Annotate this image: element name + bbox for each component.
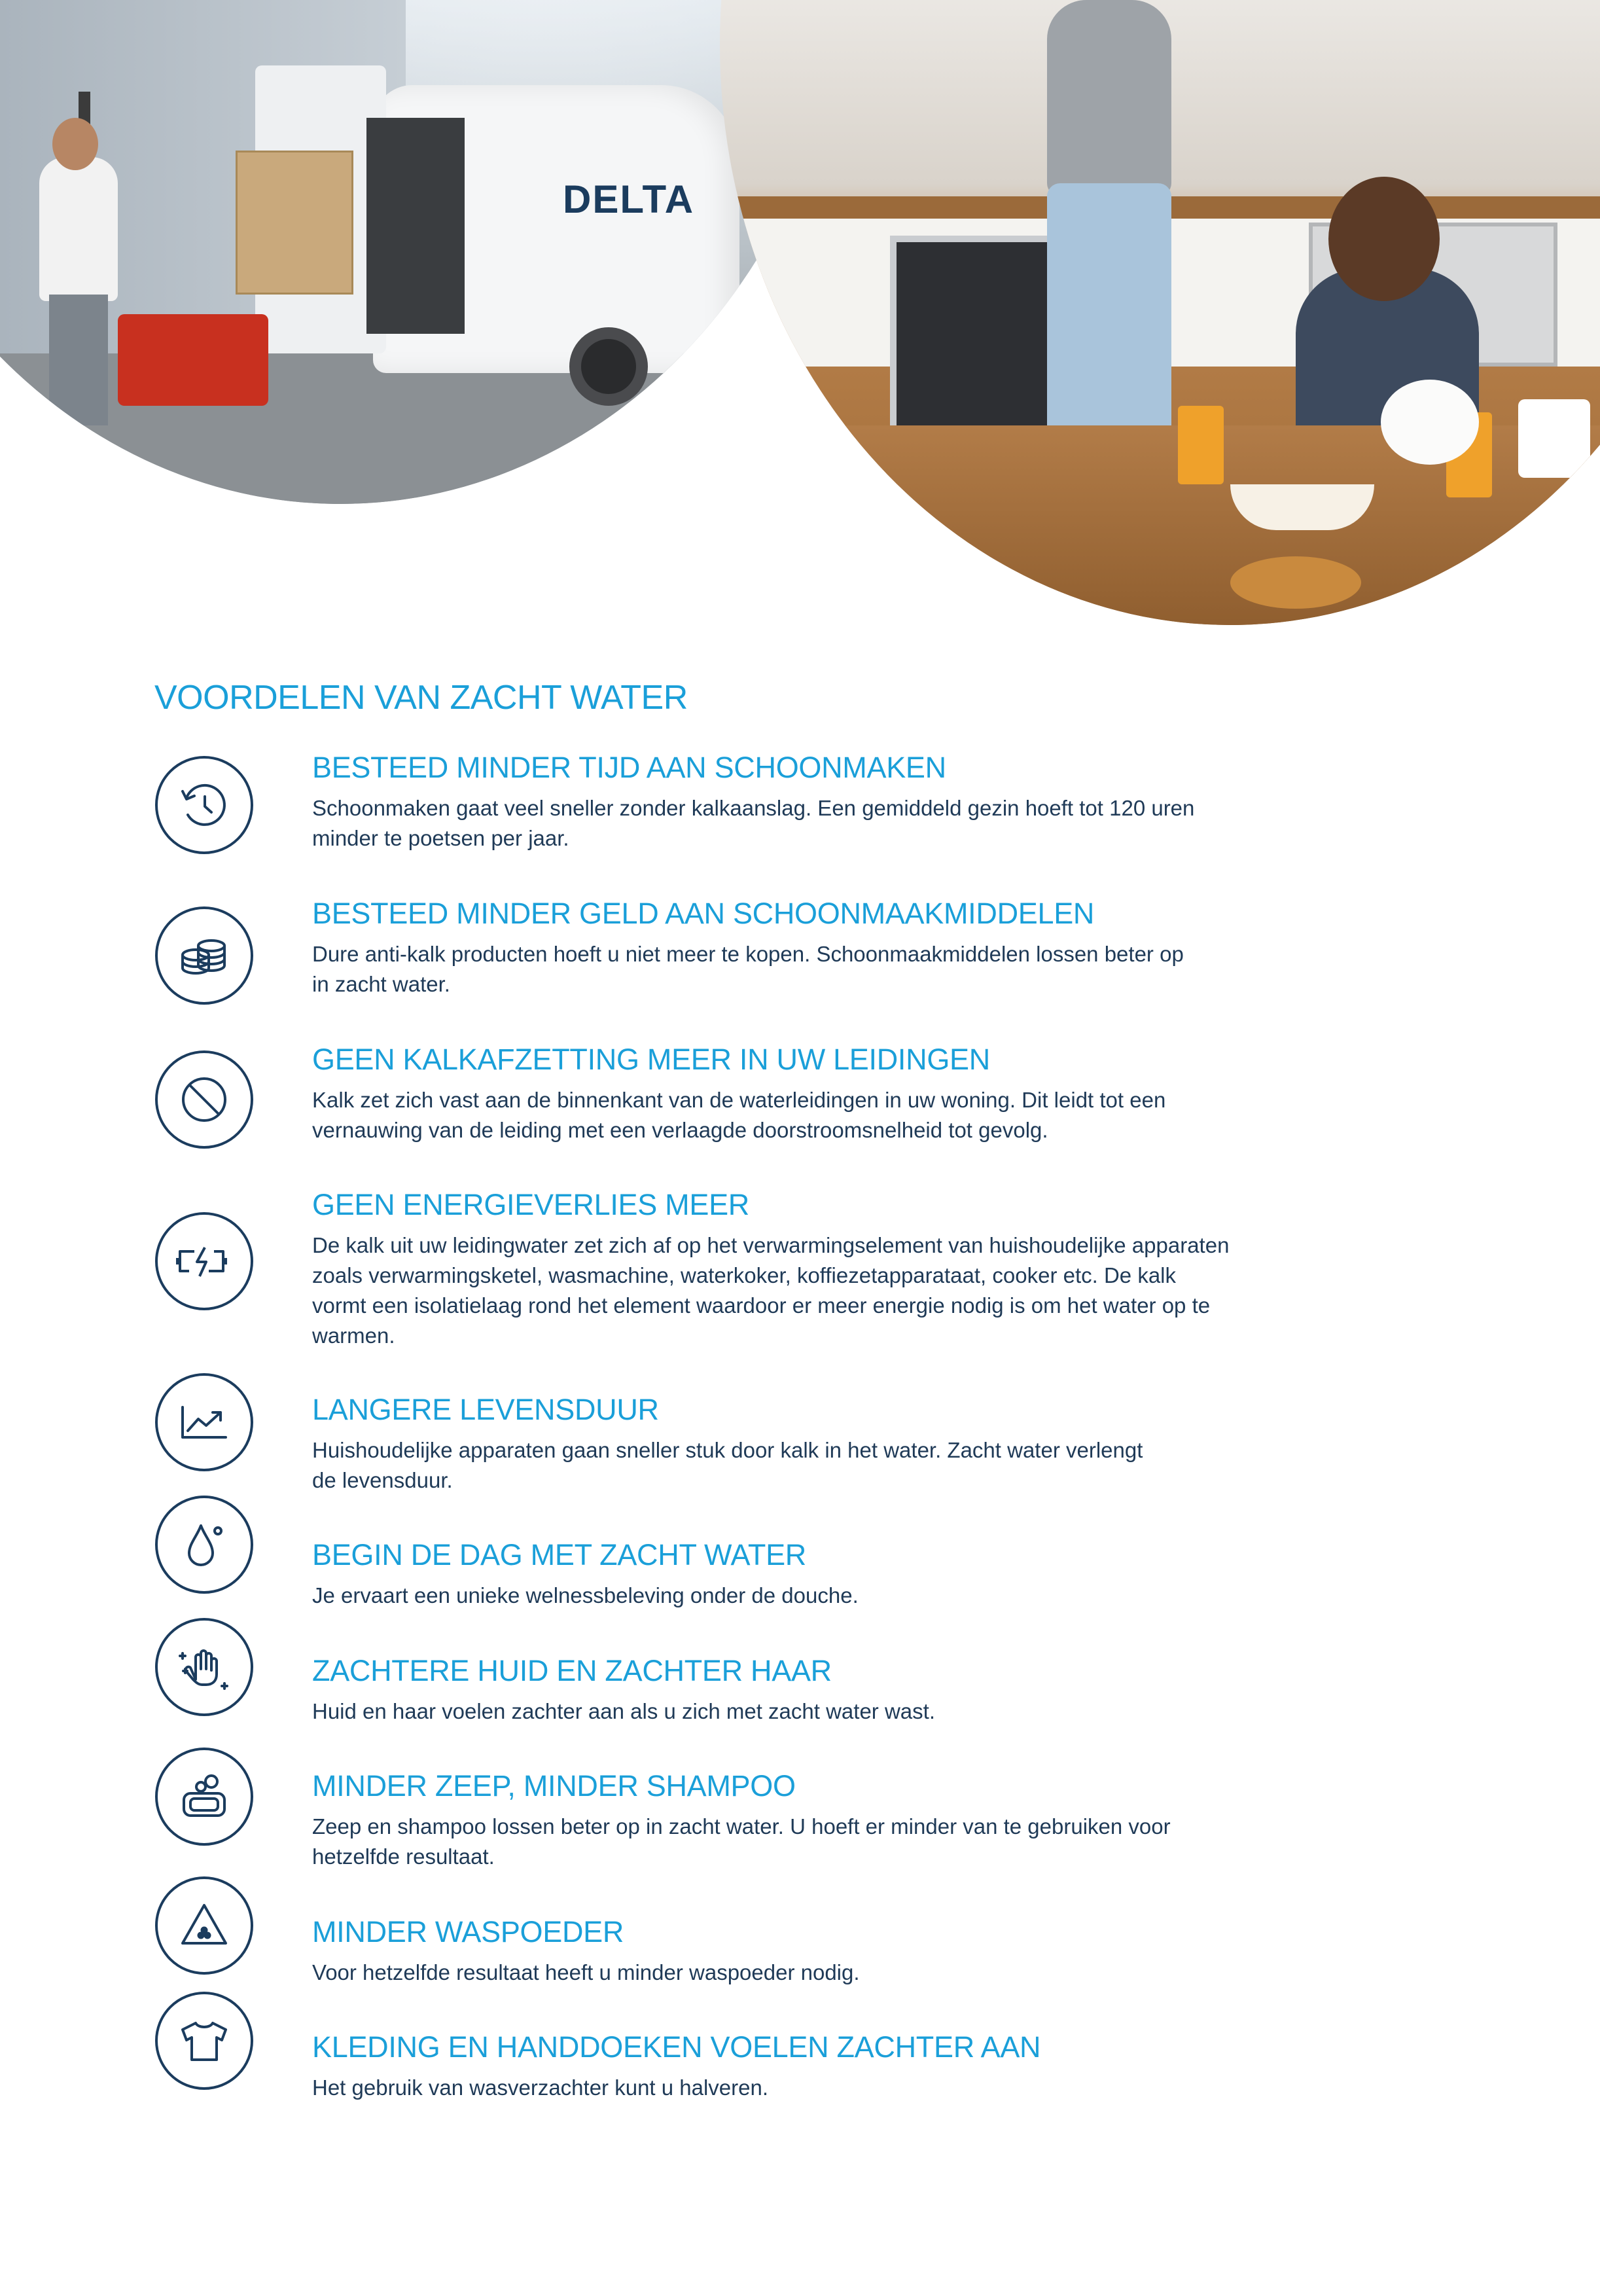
benefit-description — [312, 939, 1372, 999]
benefit-description-line: warmen. — [312, 1323, 395, 1348]
benefit-description-line: Het gebruik van wasverzachter kunt u halveren. — [312, 2075, 769, 2100]
benefit-description-line: vernauwing van de leiding met een verlaagde doorstroomsnelheid tot gevolg. — [312, 1118, 1048, 1142]
benefit-description-line: Dure anti-kalk producten hoeft u niet meer te kopen. Schoonmaakmiddelen lossen beter op — [312, 942, 1184, 966]
van-logo: DELTA — [563, 177, 695, 221]
benefit-description — [312, 1958, 1372, 1988]
trending-up-chart-icon — [155, 1373, 253, 1471]
benefit-title: LANGERE LEVENSDUUR — [312, 1393, 659, 1426]
benefit-description-line: Voor hetzelfde resultaat heeft u minder waspoeder nodig. — [312, 1960, 860, 1984]
worker-head — [52, 118, 98, 170]
benefit-description-line: De kalk uit uw leidingwater zet zich af op het verwarmingselement van huishoudelijke apparaten — [312, 1233, 1230, 1257]
van-cargo — [366, 118, 465, 334]
hero-photo-kitchen — [720, 0, 1600, 625]
mug — [1518, 399, 1590, 478]
cardboard-boxes — [236, 151, 353, 295]
benefit-title: ZACHTERE HUID EN ZACHTER HAAR — [312, 1654, 832, 1687]
benefit-title: GEEN ENERGIEVERLIES MEER — [312, 1188, 749, 1221]
worker-trousers — [49, 295, 108, 425]
benefit-description-line: Zeep en shampoo lossen beter op in zacht water. U hoeft er minder van te gebruiken voor — [312, 1814, 1171, 1839]
benefit-description-line: de levensduur. — [312, 1468, 453, 1492]
benefit-description — [312, 1581, 1372, 1611]
water-drop-icon — [155, 1496, 253, 1594]
section-title: VOORDELEN VAN ZACHT WATER — [154, 679, 688, 717]
benefit-description — [312, 793, 1372, 853]
coins-icon — [155, 906, 253, 1005]
benefit-title: BEGIN DE DAG MET ZACHT WATER — [312, 1538, 806, 1571]
clock-history-icon — [155, 756, 253, 854]
benefit-title: GEEN KALKAFZETTING MEER IN UW LEIDINGEN — [312, 1043, 990, 1076]
juice-glass — [1178, 406, 1224, 484]
benefit-title: BESTEED MINDER GELD AAN SCHOONMAAKMIDDELEN — [312, 897, 1095, 930]
tshirt-icon — [155, 1992, 253, 2090]
benefit-description-line: minder te poetsen per jaar. — [312, 826, 569, 850]
worker-shirt — [39, 157, 118, 301]
woman-jeans — [1047, 183, 1171, 465]
woman-shirt — [1047, 0, 1171, 196]
detergent-triangle-icon — [155, 1876, 253, 1975]
benefit-title: MINDER WASPOEDER — [312, 1915, 624, 1948]
sparkling-hand-icon — [155, 1618, 253, 1716]
benefit-description-line: Huishoudelijke apparaten gaan sneller stuk door kalk in het water. Zacht water verlengt — [312, 1438, 1143, 1462]
benefit-description-line: Kalk zet zich vast aan de binnenkant van de waterleidingen in uw woning. Dit leidt tot een — [312, 1088, 1166, 1112]
soap-icon — [155, 1748, 253, 1846]
benefit-description — [312, 2073, 1372, 2103]
van-wheel — [569, 327, 648, 406]
benefit-description — [312, 1435, 1372, 1496]
benefit-description — [312, 1812, 1372, 1872]
benefit-description-line: in zacht water. — [312, 972, 450, 996]
benefit-title: MINDER ZEEP, MINDER SHAMPOO — [312, 1769, 796, 1803]
benefit-title: KLEDING EN HANDDOEKEN VOELEN ZACHTER AAN — [312, 2030, 1041, 2064]
stacker-body — [118, 314, 268, 406]
benefit-description — [312, 1230, 1372, 1351]
croissants — [1230, 556, 1361, 609]
benefit-description-line: Huid en haar voelen zachter aan als u zich met zacht water wast. — [312, 1699, 935, 1723]
benefit-description-line: zoals verwarmingsketel, wasmachine, waterkoker, koffiezetapparataat, cooker etc. De kalk — [312, 1263, 1176, 1287]
battery-charging-icon — [155, 1212, 253, 1310]
benefit-description-line: Je ervaart een unieke welnessbeleving onder de douche. — [312, 1583, 859, 1607]
benefit-description — [312, 1085, 1372, 1145]
teapot — [1381, 380, 1479, 465]
benefit-title: BESTEED MINDER TIJD AAN SCHOONMAKEN — [312, 751, 946, 784]
girl-head — [1328, 177, 1440, 301]
prohibited-icon — [155, 1050, 253, 1149]
benefit-description — [312, 1696, 1372, 1727]
benefit-description-line: Schoonmaken gaat veel sneller zonder kalkaanslag. Een gemiddeld gezin hoeft tot 120 uren — [312, 796, 1195, 820]
benefit-description-line: hetzelfde resultaat. — [312, 1844, 495, 1869]
benefit-description-line: vormt een isolatielaag rond het element waardoor er meer energie nodig is om het water op te — [312, 1293, 1211, 1318]
